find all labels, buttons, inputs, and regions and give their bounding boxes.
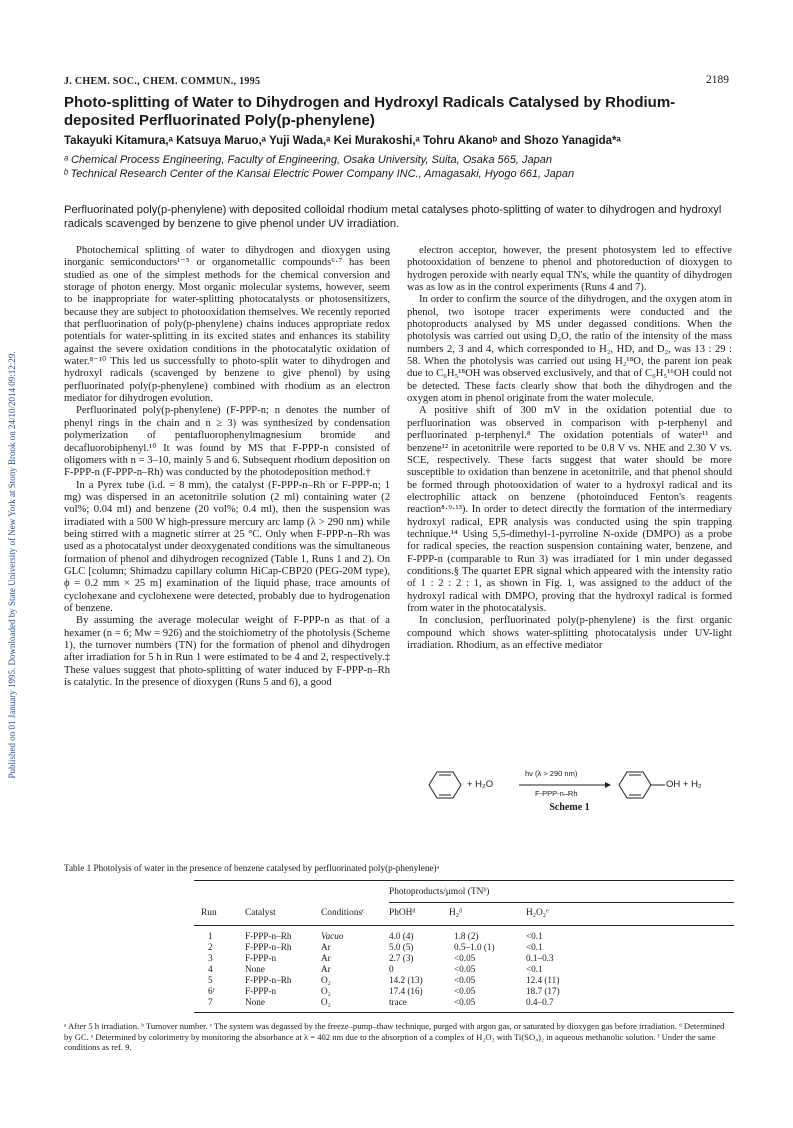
abstract: Perfluorinated poly(p-phenylene) with deposited colloidal rhodium metal catalyses photo-splitting of water to dihydrogen and hydroxyl radicals scavenged by benzene to give phenol under UV irradiation. — [64, 204, 722, 230]
table-cell: F-PPP-n — [245, 986, 277, 996]
table-row — [64, 964, 734, 975]
table-row — [64, 953, 734, 964]
table-cell: <0.05 — [454, 953, 476, 963]
table-cell: <0.05 — [454, 986, 476, 996]
table-cell: 4.0 (4) — [389, 931, 414, 941]
header-rule — [194, 925, 734, 926]
table-footnotes: ᵃ After 5 h irradiation. ᵇ Turnover number. ᶜ The system was degassed by the freeze–pump–thaw technique, purged with argon gas, or saturated by dioxygen gas before irradiation. ᵈ Determined by GC. ᵉ Determined by colorimetry by monitoring the absorbance at λ = 402 nm due to the absorption of a complex of H₂O₂ with Ti(SO₄)₂ in aqueous methanolic solution. ᶠ Under the same conditions as ref. 9. — [64, 1021, 725, 1053]
table-cell: 7 — [208, 997, 213, 1007]
paragraph: A positive shift of 300 mV in the oxidation potential due to perfluorination was observed in comparison with p-terphenyl and perfluorinated p-terphenyl.⁸ The oxidation potentials of water¹¹ and benzene¹² in acetonitrile were reported to be 0.8 V vs. NHE and 2.30 V vs. SCE, respectively. These facts suggest that water should be more susceptible to oxidation than benzene in acetonitrile, and that phenol should be formed through photooxidation of water to a hydroxyl radical and its electrophilic attack on benzene (photoinduced Fenton's reagents reaction⁸·⁹·¹³). In order to detect directly the formation of the intermediary hydroxyl radical, EPR analysis was conducted using the spin trapping technique.¹⁴ Using 5,5-dimethyl-1-pyrroline N-oxide (DMPO) as a probe for radical species, the reaction suspension containing water, benzene, and F-PPP-n (comparable to Run 3) was irradiated for 1 min under degassed conditions.§ The quartet EPR signal which appeared with the intensity ratio of 1 : 2 : 2 : 1, as shown in Fig. 1, was assigned to the adduct of the hydroxyl radical with DMPO, proving that the hydroxyl radical is formed from water in the photocatalysis. — [407, 405, 732, 614]
table-bottom-rule — [194, 1012, 734, 1013]
table-cell: <0.1 — [526, 964, 543, 974]
table-cell: Vacuo — [321, 931, 344, 941]
table-cell: F-PPP-n — [245, 953, 277, 963]
table-cell: 2 — [208, 942, 213, 952]
table-cell: Ar — [321, 953, 331, 963]
table-cell: None — [245, 964, 265, 974]
table-row — [64, 931, 734, 942]
table-cell: F-PPP-n–Rh — [245, 931, 292, 941]
group-rule — [389, 902, 734, 903]
download-watermark: Published on 01 January 1995. Downloaded by State University of New York at Stony Brook on 24/10/2014 09:12:29. — [7, 351, 17, 779]
affiliation-a: ᵃ Chemical Process Engineering, Faculty of Engineering, Osaka University, Suita, Osaka 565, Japan — [64, 154, 552, 166]
products: OH + H₂ — [666, 779, 702, 790]
column-header: H₂O₂ᵉ — [526, 908, 549, 918]
table-top-rule — [194, 880, 734, 881]
table-cell: 18.7 (17) — [526, 986, 560, 996]
table-cell: 2.7 (3) — [389, 953, 414, 963]
table-cell: 0.1–0.3 — [526, 953, 554, 963]
table-cell: None — [245, 997, 265, 1007]
table-cell: 0.4–0.7 — [526, 997, 554, 1007]
table-cell: Ar — [321, 964, 331, 974]
table-cell: 6ᶠ — [208, 986, 215, 996]
table-caption: Table 1 Photolysis of water in the presence of benzene catalysed by perfluorinated poly(p-phenylene)ᵃ — [64, 863, 440, 873]
table-cell: 0 — [389, 964, 394, 974]
table-cell: <0.1 — [526, 931, 543, 941]
phenol-ring-icon — [619, 772, 665, 798]
table-cell: <0.1 — [526, 942, 543, 952]
paragraph: In a Pyrex tube (i.d. = 8 mm), the catalyst (F-PPP-n–Rh or F-PPP-n; 1 mg) was dispersed in an acetonitrile solution (2 ml) containing water (2 vol%; 0.04 ml) and benzene (20 vol%; 0.4 ml), then the suspension was irradiated with a 500 W high-pressure mercury arc lamp (λ > 290 nm) while being stirred with a magnetic stirrer at 25 °C. Only when F-PPP-n–Rh was used as a photocatalyst under deoxygenated conditions was the simultaneous formation of phenol and dihydrogen recognized (Table 1, Runs 1 and 2). On GLC [column; Shimadzu capillary column HiCap-CBP20 (PEG-20M type), ϕ = 0.2 mm × 25 m] examination of the liquid phase, trace amounts of cyclohexane and cyclohexene were detected, probably due to hydrogenation of benzene. — [64, 479, 390, 614]
paragraph: By assuming the average molecular weight of F-PPP-n as that of a hexamer (n = 6; Mw = 926) and the stoichiometry of the photolysis (Scheme 1), the turnover numbers (TN) for the formation of phenol and dihydrogen after irradiation for 5 h in Run 1 were estimated to be 4 and 2, respectively.‡ These values suggest that photo-splitting of water induced by F-PPP-n–Rh is catalytic. In the presence of dioxygen (Runs 5 and 6), a good — [64, 615, 390, 689]
table-cell: <0.05 — [454, 975, 476, 985]
table-cell: <0.05 — [454, 997, 476, 1007]
paragraph: Photochemical splitting of water to dihydrogen and dioxygen using inorganic semiconductors¹⁻⁵ or organometallic compounds⁶·⁷ has been studied as one of the simplest methods for the chemical conversion and storage of photon energy. Most organic molecular systems, however, seem to be inappropriate for water-splitting photocatalysts or photosensitizers, because they are subject to photooxidation themselves. We recently reported that perfluorination of poly(p-phenylene) chains induces appropriate redox potentials for water-splitting in its excited states and enhances its stability against the severe oxidation conditions in the photocatalytic oxidation of water.⁸⁻¹⁰ This led us successfully to photo-split water to dihydrogen and hydroxyl radicals (scavenged by benzene to give phenol) by using perfluorinated poly(p-phenylene) combined with rhodium as an electron mediator for dihydrogen evolution. — [64, 245, 390, 405]
reaction-scheme — [407, 764, 732, 824]
table-cell: 3 — [208, 953, 213, 963]
condition-catalyst: F-PPP-n–Rh — [535, 789, 578, 798]
table-cell: 1.8 (2) — [454, 931, 479, 941]
scheme-label: Scheme 1 — [549, 802, 590, 813]
column-header: H₂ᵈ — [449, 908, 462, 918]
affiliation-b: ᵇ Technical Research Center of the Kansai Electric Power Company INC., Amagasaki, Hyogo 661, Japan — [64, 168, 575, 180]
author-list: Takayuki Kitamura,ᵃ Katsuya Maruo,ᵃ Yuji Wada,ᵃ Kei Murakoshi,ᵃ Tohru Akanoᵇ and Shozo Yanagida*ᵃ — [64, 135, 621, 147]
table-cell: O₂ — [321, 975, 331, 985]
journal-header: J. CHEM. SOC., CHEM. COMMUN., 1995 — [64, 76, 261, 87]
table-cell: 4 — [208, 964, 213, 974]
water-reactant: + H₂O — [467, 779, 494, 790]
table-cell: 1 — [208, 931, 213, 941]
table-cell: O₂ — [321, 997, 331, 1007]
table-cell: 12.4 (11) — [526, 975, 560, 985]
condition-light: hν (λ > 290 nm) — [525, 769, 578, 778]
article-title: Photo-splitting of Water to Dihydrogen and Hydroxyl Radicals Catalysed by Rhodium-deposited Perfluorinated Poly(p-phenylene) — [64, 94, 676, 129]
paragraph: In order to confirm the source of the dihydrogen, and the oxygen atom in phenol, two isotope tracer experiments were conducted and the photoproducts analysed by MS under degassed conditions. When the photolysis was carried out using D₂O, the ratio of the intensity of the mass numbers 2, 3 and 4, which corresponded to H₂, HD, and D₂, was 13 : 29 : 58. When the photolysis was carried out using H₂¹⁸O, the parent ion peak due to C₆H₅¹⁸OH was observed exclusively, and that of C₆H₅¹⁶OH could not be detected. These facts clearly show that both the dihydrogen and the oxygen atom in phenol originate from the water molecule. — [407, 294, 732, 405]
table-cell: 17.4 (16) — [389, 986, 423, 996]
group-header: Photoproducts/μmol (TNᵇ) — [389, 887, 490, 897]
table-cell: <0.05 — [454, 964, 476, 974]
table-cell: Ar — [321, 942, 331, 952]
right-column — [407, 245, 732, 652]
column-header: Run — [201, 908, 217, 918]
table-cell: trace — [389, 997, 407, 1007]
table-cell: 5.0 (5) — [389, 942, 414, 952]
table-cell: F-PPP-n–Rh — [245, 975, 292, 985]
left-column — [64, 245, 390, 689]
table-cell: O₂ — [321, 986, 331, 996]
paragraph: electron acceptor, however, the present photosystem led to effective photooxidation of benzene to phenol and photoreduction of dioxygen to hydrogen peroxide with nearly equal TN's, while the quantity of dihydrogen was as low as in the control experiments (Runs 4 and 7). — [407, 245, 732, 294]
column-header: Catalyst — [245, 908, 276, 918]
table-cell: 0.5–1.0 (1) — [454, 942, 495, 952]
benzene-ring-icon — [429, 772, 461, 798]
table-cell: F-PPP-n–Rh — [245, 942, 292, 952]
table-cell: 5 — [208, 975, 213, 985]
page-number: 2189 — [706, 74, 729, 86]
table-row — [64, 986, 734, 997]
column-header: Conditionsᶜ — [321, 908, 365, 918]
column-header: PhOHᵈ — [389, 908, 416, 918]
table-row — [64, 942, 734, 953]
table-row — [64, 997, 734, 1008]
paragraph: In conclusion, perfluorinated poly(p-phenylene) is the first organic compound which shows water-splitting photocatalysis under UV-light irradiation. Rhodium, as an effective mediator — [407, 615, 732, 651]
table-row — [64, 975, 734, 986]
paragraph: Perfluorinated poly(p-phenylene) (F-PPP-n; n denotes the number of phenyl rings in the chain and n ≥ 3) was synthesized by condensation polymerization of pentafluorophenylmagnesium bromide and decafluorobiphenyl.¹⁰ It was found by MS that F-PPP-n consisted of oligomers with n = 3–10, mainly 5 and 6. Subsequent rhodium deposition on F-PPP-n (F-PPP-n–Rh) was conducted by the photodeposition method.† — [64, 405, 390, 479]
table-cell: 14.2 (13) — [389, 975, 423, 985]
